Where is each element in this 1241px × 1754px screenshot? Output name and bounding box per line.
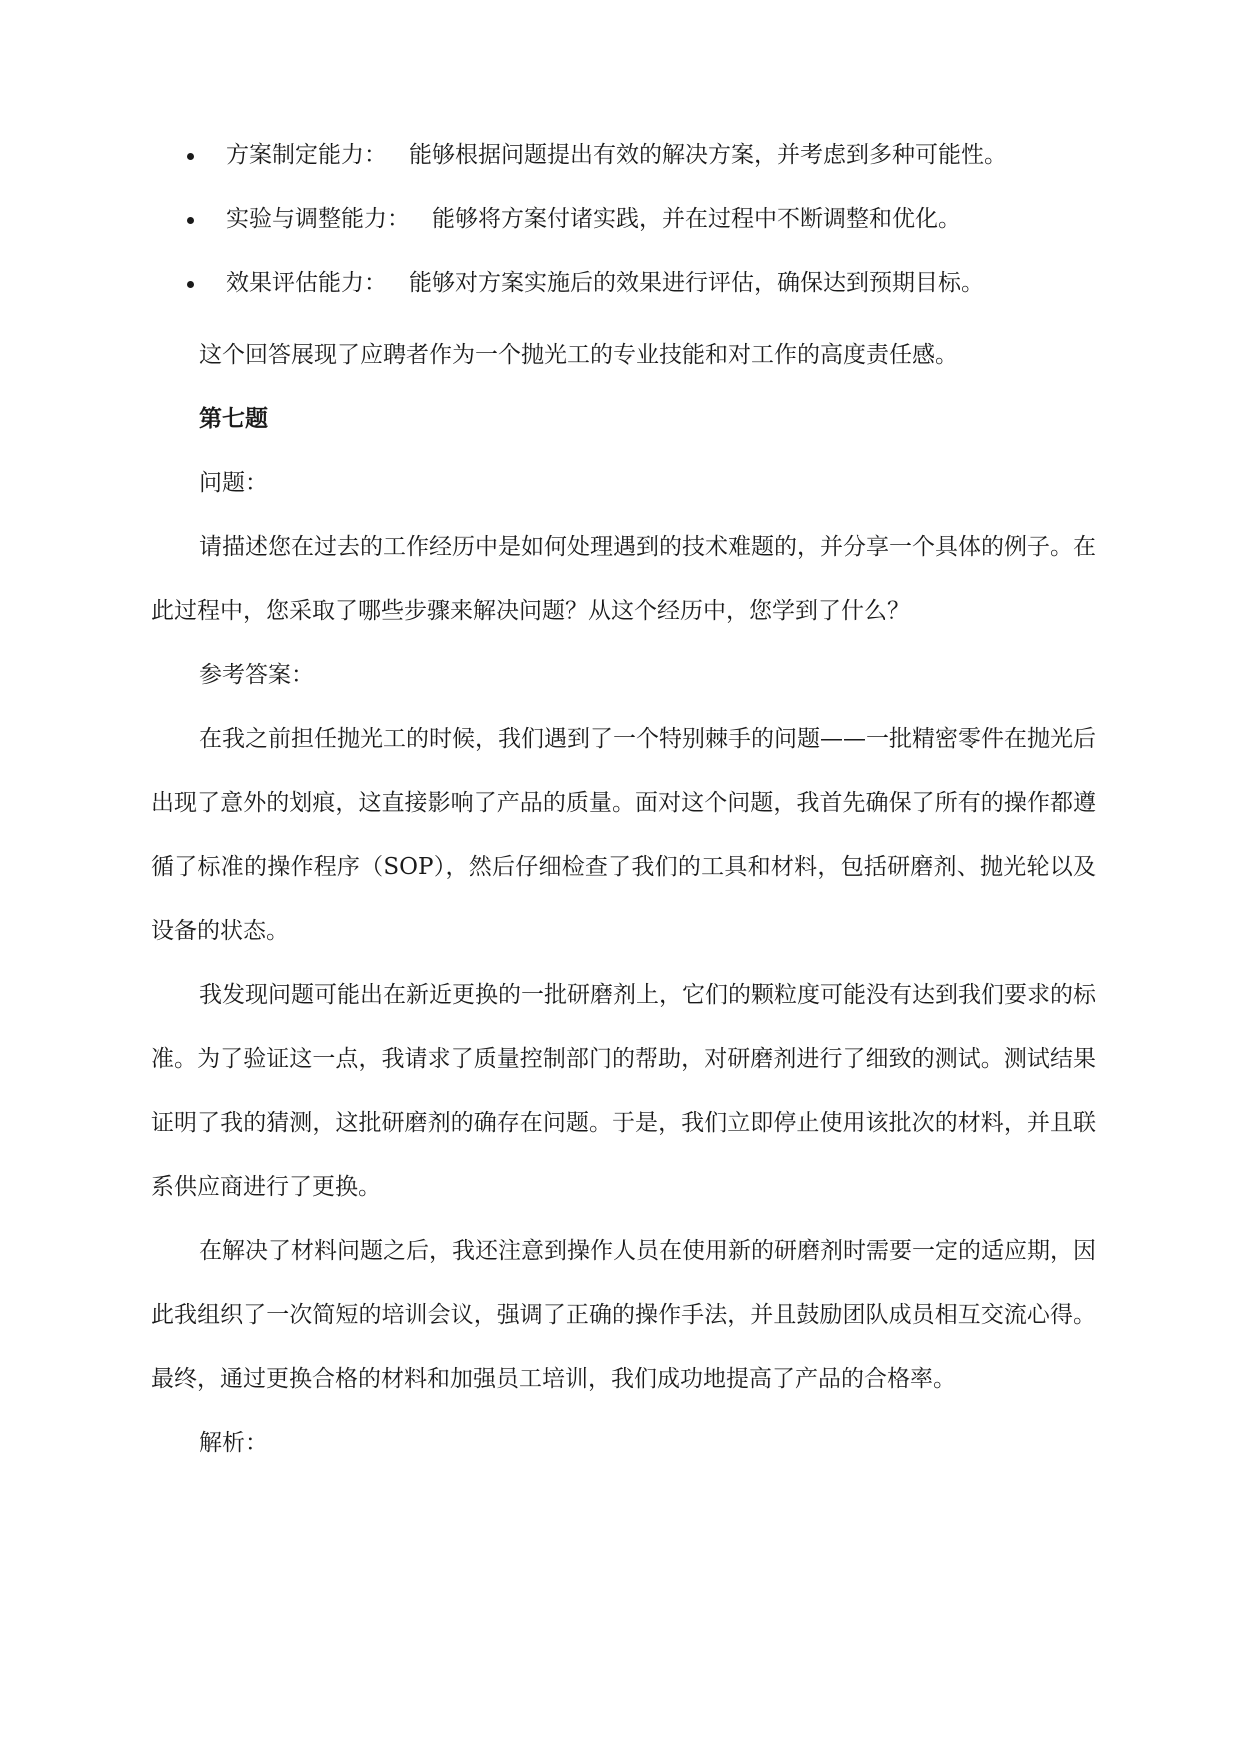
answer-paragraph: 我发现问题可能出在新近更换的一批研磨剂上，它们的颗粒度可能没有达到我们要求的标准。为了验证这一点，我请求了质量控制部门的帮助，对研磨剂进行了细致的测试。测试结果证明了我的猜测，这批研磨剂的确存在问题。于是，我们立即停止使用该批次的材料，并且联系供应商进行了更换。 <box>151 982 1096 1200</box>
list-item-term: 实验与调整能力： <box>226 206 410 232</box>
answer-paragraph: 在解决了材料问题之后，我还注意到操作人员在使用新的研磨剂时需要一定的适应期，因此我组织了一次简短的培训会议，强调了正确的操作手法，并且鼓励团队成员相互交流心得。最终，通过更换合格的材料和加强员工培训，我们成功地提高了产品的合格率。 <box>151 1238 1096 1392</box>
list-item-text: 能够对方案实施后的效果进行评估，确保达到预期目标。 <box>409 270 984 296</box>
answer-label: 参考答案： <box>199 662 314 688</box>
question-label: 问题： <box>199 470 268 496</box>
list-item-term: 效果评估能力： <box>226 270 387 296</box>
answer-paragraph: 在我之前担任抛光工的时候，我们遇到了一个特别棘手的问题——一批精密零件在抛光后出现了意外的划痕，这直接影响了产品的质量。面对这个问题，我首先确保了所有的操作都遵循了标准的操作程序（SOP），然后仔细检查了我们的工具和材料，包括研磨剂、抛光轮以及设备的状态。 <box>151 726 1096 944</box>
page-content <box>151 134 1096 1475</box>
section-title: 第七题 <box>199 406 268 432</box>
list-item-text: 能够将方案付诸实践，并在过程中不断调整和优化。 <box>432 206 961 232</box>
list-item <box>151 134 1096 177</box>
list-item <box>151 198 1096 241</box>
summary-paragraph: 这个回答展现了应聘者作为一个抛光工的专业技能和对工作的高度责任感。 <box>199 342 958 368</box>
list-item <box>151 262 1096 305</box>
ability-list <box>151 134 1096 305</box>
bullet-icon <box>187 153 194 160</box>
list-item-text: 能够根据问题提出有效的解决方案，并考虑到多种可能性。 <box>409 142 1007 168</box>
bullet-icon <box>187 217 194 224</box>
analysis-label: 解析： <box>199 1430 268 1456</box>
list-item-term: 方案制定能力： <box>226 142 387 168</box>
bullet-icon <box>187 281 194 288</box>
question-paragraph: 请描述您在过去的工作经历中是如何处理遇到的技术难题的，并分享一个具体的例子。在此过程中，您采取了哪些步骤来解决问题？从这个经历中，您学到了什么？ <box>151 534 1096 624</box>
